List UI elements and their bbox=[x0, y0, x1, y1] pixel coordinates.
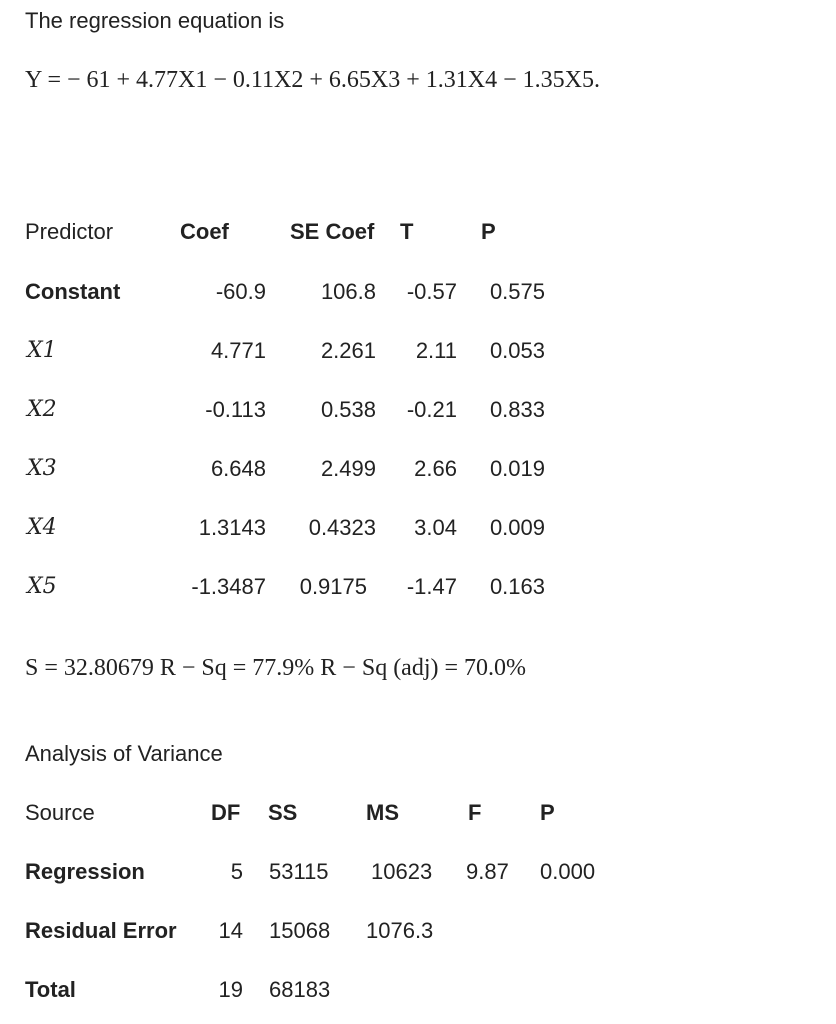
t-value: -0.57 bbox=[406, 279, 457, 304]
se-coef-value: 106.8 bbox=[320, 279, 376, 304]
predictor-label: X4 bbox=[27, 515, 57, 540]
header-ss: SS bbox=[268, 800, 298, 825]
se-coef-value: 0.538 bbox=[320, 397, 376, 422]
intro-text: The regression equation is bbox=[25, 8, 285, 33]
header-t: T bbox=[400, 219, 414, 244]
header-p: P bbox=[481, 219, 496, 244]
coef-value: 6.648 bbox=[210, 456, 266, 481]
t-value: -0.21 bbox=[406, 397, 457, 422]
predictor-label: X5 bbox=[27, 574, 57, 599]
p-value: 0.009 bbox=[489, 515, 545, 540]
se-coef-value: 0.9175 bbox=[299, 574, 367, 599]
model-summary-stats: S = 32.80679 R − Sq = 77.9% R − Sq (adj) = 70.0% bbox=[25, 655, 527, 681]
header-coef: Coef bbox=[180, 219, 229, 244]
f-value: 9.87 bbox=[466, 859, 509, 884]
df-value: 19 bbox=[218, 977, 243, 1002]
p-value: 0.053 bbox=[489, 338, 545, 363]
coef-value: -0.113 bbox=[205, 397, 266, 422]
predictor-label: X2 bbox=[27, 397, 57, 422]
predictor-label: Constant bbox=[25, 279, 121, 304]
p-value: 0.163 bbox=[489, 574, 545, 599]
se-coef-value: 2.499 bbox=[320, 456, 376, 481]
t-value: -1.47 bbox=[406, 574, 457, 599]
coef-value: -1.3487 bbox=[191, 574, 266, 599]
header-f: F bbox=[468, 800, 482, 825]
t-value: 3.04 bbox=[414, 515, 457, 540]
source-label: Residual Error bbox=[25, 918, 177, 943]
p-value: 0.019 bbox=[489, 456, 545, 481]
t-value: 2.66 bbox=[414, 456, 457, 481]
coef-value: 1.3143 bbox=[198, 515, 266, 540]
t-value: 2.11 bbox=[415, 338, 457, 363]
predictor-label: X3 bbox=[27, 456, 57, 481]
p-value: 0.575 bbox=[489, 279, 545, 304]
df-value: 5 bbox=[230, 859, 243, 884]
header-se-coef: SE Coef bbox=[290, 219, 375, 244]
df-value: 14 bbox=[218, 918, 243, 943]
header-p: P bbox=[540, 800, 555, 825]
predictor-label: X1 bbox=[27, 338, 57, 363]
p-value: 0.000 bbox=[540, 859, 596, 884]
header-source: Source bbox=[25, 800, 95, 825]
ss-value: 53115 bbox=[269, 859, 329, 884]
source-label: Regression bbox=[25, 859, 145, 884]
header-df: DF bbox=[211, 800, 241, 825]
ss-value: 15068 bbox=[269, 918, 331, 943]
se-coef-value: 2.261 bbox=[320, 338, 376, 363]
p-value: 0.833 bbox=[489, 397, 545, 422]
coef-value: -60.9 bbox=[215, 279, 266, 304]
se-coef-value: 0.4323 bbox=[308, 515, 376, 540]
ss-value: 68183 bbox=[269, 977, 331, 1002]
ms-value: 10623 bbox=[371, 859, 433, 884]
source-label: Total bbox=[25, 977, 76, 1002]
header-predictor: Predictor bbox=[25, 219, 114, 244]
anova-title: Analysis of Variance bbox=[25, 741, 223, 766]
ms-value: 1076.3 bbox=[366, 918, 434, 943]
coef-value: 4.771 bbox=[210, 338, 266, 363]
header-ms: MS bbox=[366, 800, 399, 825]
regression-equation: Y = − 61 + 4.77X1 − 0.11X2 + 6.65X3 + 1.31X4 − 1.35X5. bbox=[25, 67, 600, 93]
